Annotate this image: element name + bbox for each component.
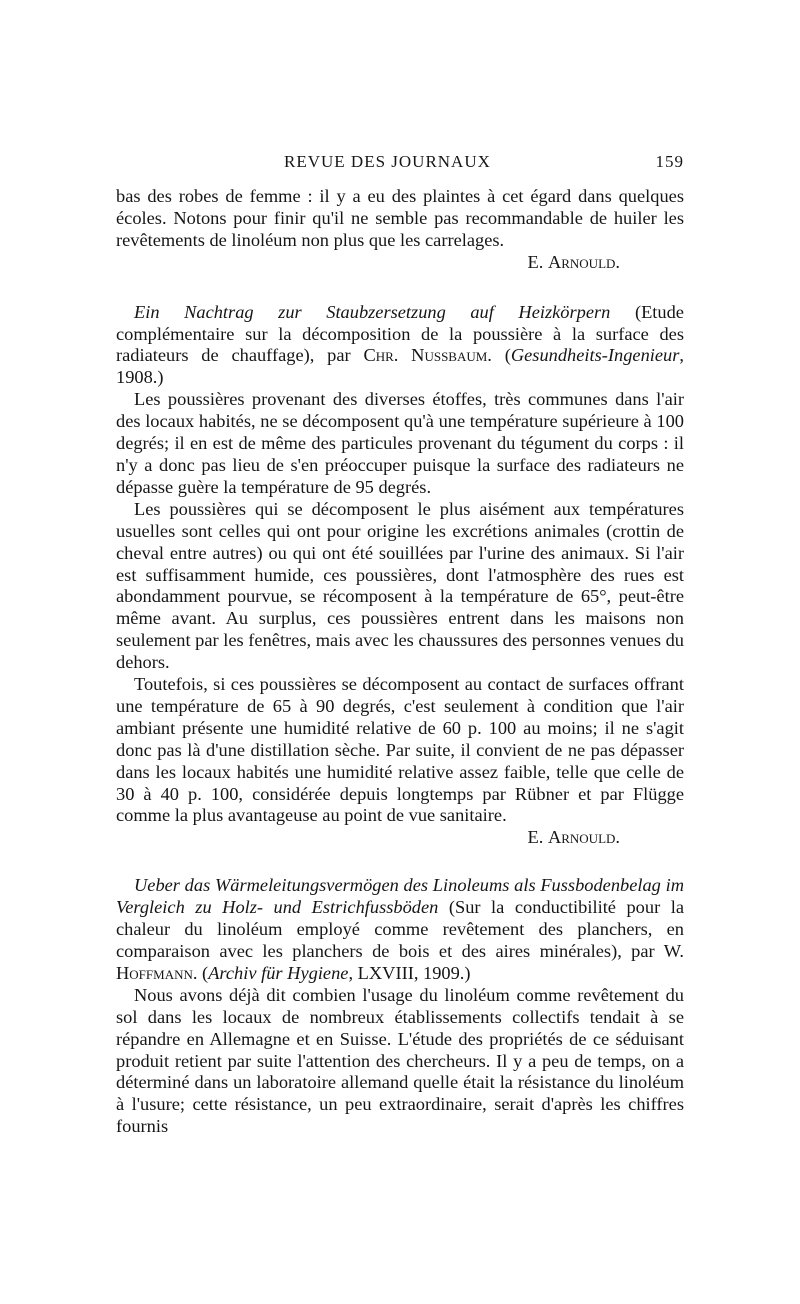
article-year: , LXVIII, 1909.) bbox=[348, 962, 471, 983]
article-year: , 1908.) bbox=[116, 345, 684, 388]
signature-arnould-1 bbox=[116, 252, 684, 274]
running-header bbox=[116, 152, 684, 178]
article-author: Chr. Nussbaum. bbox=[363, 345, 492, 366]
page-number: 159 bbox=[655, 152, 684, 171]
signature-name: Arnould. bbox=[547, 827, 620, 848]
article-author: Hoffmann. bbox=[116, 962, 198, 983]
article-paragraph: Les poussières provenant des diverses étoffes, très communes dans l'air des locaux habités, ne se décomposent qu'à une température supérieure à 100 degrés; il en est de même des particules provenant du tégument du corps : il n'y a donc pas lieu de s'en préoccuper puisque la surface des radiateurs ne dépasse guère la température de 95 degrés. bbox=[116, 389, 684, 497]
signature-name: Arnould. bbox=[547, 251, 620, 272]
signature-initial: E. bbox=[527, 251, 544, 272]
page-body bbox=[116, 186, 684, 1138]
article-paragraph: Toutefois, si ces poussières se décomposent au contact de surfaces offrant une température de 65 à 90 degrés, c'est seulement à condition que l'air ambiant présente une humidité relative de 60 p. 100 au moins; il ne s'agit donc pas là d'une distillation sèche. Par suite, il convient de ne pas dépasser dans les locaux habités une humidité relative assez faible, telle que celle de 30 à 40 p. 100, considérée depuis longtemps par Rübner et par Flügge comme la plus avantageuse au point de vue sanitaire. bbox=[116, 674, 684, 826]
article-journal: Gesundheits-Ingenieur bbox=[510, 345, 680, 366]
article-paragraph: Nous avons déjà dit combien l'usage du linoléum comme revêtement du sol dans les locaux de nombreux établissements collectifs tendait à se répandre en Allemagne et en Suisse. L'étude des propriétés de ce séduisant produit retient par suite l'attention des chercheurs. Il y a peu de temps, on a déterminé dans un laboratoire allemand quelle était la résistance du linoléum à l'usure; cette résistance, un peu extraordinaire, serait d'après les chiffres fournis bbox=[116, 984, 684, 1137]
article-heading-staubzersetzung: Ein Nachtrag zur Staubzersetzung auf Heizkörpern (Etude complémentaire sur la décomposition de la poussière à la surface des radiateurs de chauffage), par Chr. Nussbaum. (Gesundheits-Ingenieur, 1908.) bbox=[116, 301, 684, 388]
article-heading-linoleum: Ueber das Wärmeleitungsvermögen des Linoleums als Fussbodenbelag im Vergleich zu Holz- und Estrichfussböden (Sur la conductibilité pour la chaleur du linoléum employé comme revêtement des planchers, en comparaison avec les planchers de bois et des aires minérales), par W. Hoffmann. (Archiv für Hygiene, LXVIII, 1909.) bbox=[116, 875, 684, 983]
article-title-german: Ein Nachtrag zur Staubzersetzung auf Heizkörpern bbox=[134, 301, 611, 322]
article-title-german: Ueber das Wärmeleitungsvermögen des Linoleums als Fussbodenbelag im Vergleich zu Holz- und Estrichfussböden bbox=[116, 875, 684, 918]
article-title-french: (Etude complémentaire sur la décomposition de la poussière à la surface des radiateurs de chauffage), par bbox=[116, 301, 684, 366]
running-title: REVUE DES JOURNAUX bbox=[284, 152, 491, 171]
article-title-french: (Sur la conductibilité pour la chaleur du linoléum employé comme revêtement des planchers, en comparaison avec les planchers de bois et des aires minérales), par W. bbox=[116, 897, 684, 961]
continued-paragraph: bas des robes de femme : il y a eu des plaintes à cet égard dans quelques écoles. Notons pour finir qu'il ne semble pas recommandable de huiler les revêtements de linoléum non plus que les carrelages. bbox=[116, 186, 684, 250]
article-paragraph: Les poussières qui se décomposent le plus aisément aux températures usuelles sont celles qui ont pour origine les excrétions animales (crottin de cheval entre autres) ou qui ont été souillées par l'urine des animaux. Si l'air est suffisamment humide, ces poussières, dont l'atmosphère des rues est abondamment pourvue, se récomposent à la température de 65°, peut-être même avant. Au surplus, ces poussières entrent dans les maisons non seulement par les fenêtres, mais avec les chaussures des personnes venues du dehors. bbox=[116, 498, 684, 673]
signature-initial: E. bbox=[527, 827, 544, 848]
article-journal: Archiv für Hygiene bbox=[208, 962, 349, 983]
signature-arnould-2 bbox=[116, 827, 684, 849]
